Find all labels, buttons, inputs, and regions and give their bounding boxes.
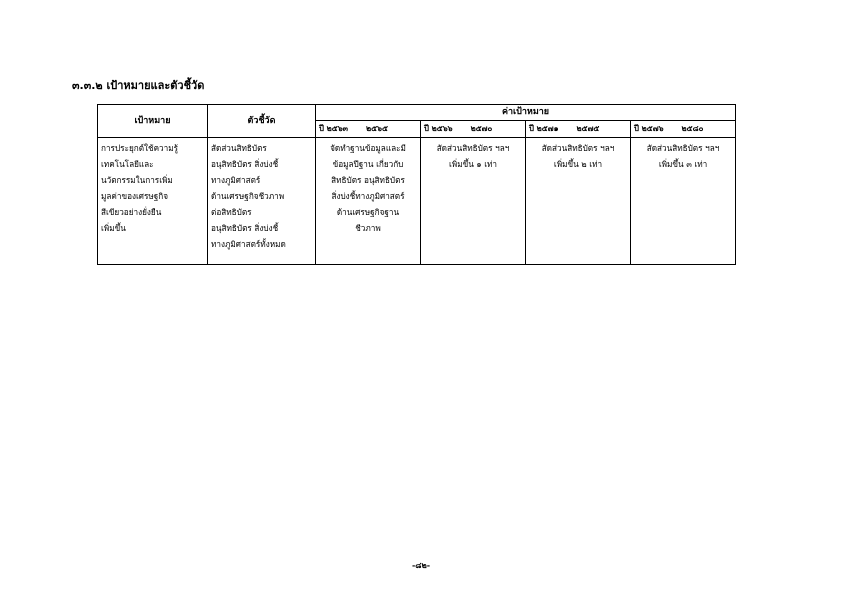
- indicator-line: สัดส่วนสิทธิบัตร: [211, 143, 267, 153]
- indicator-line: ต่อสิทธิบัตร: [211, 207, 252, 217]
- target-cell-period-3: [526, 138, 631, 265]
- target-line: สัดส่วนสิทธิบัตร ฯลฯ: [541, 143, 615, 153]
- target-line: สัดส่วนสิทธิบัตร ฯลฯ: [646, 143, 720, 153]
- header-goal: เป้าหมาย: [98, 105, 208, 138]
- target-line: เพิ่มขึ้น ๑ เท่า: [449, 159, 497, 169]
- indicator-line: อนุสิทธิบัตร สิ่งบ่งชี้: [211, 159, 279, 169]
- goal-line: เพิ่มขึ้น: [101, 223, 126, 233]
- header-period-2: [421, 121, 526, 138]
- indicator-cell: [208, 138, 316, 265]
- goals-indicators-table: [97, 104, 736, 265]
- goal-line: มูลค่าของเศรษฐกิจ: [101, 191, 169, 201]
- indicator-line: ทางภูมิศาสตร์: [211, 175, 261, 185]
- header-period-1: [316, 121, 421, 138]
- target-line: จัดทำฐานข้อมูลและมี: [330, 143, 406, 153]
- page-number: -๘๒-: [411, 561, 431, 570]
- target-line: สัดส่วนสิทธิบัตร ฯลฯ: [436, 143, 510, 153]
- target-line: สิทธิบัตร อนุสิทธิบัตร: [331, 175, 405, 185]
- goal-cell: [98, 138, 208, 265]
- target-line: เพิ่มขึ้น ๓ เท่า: [658, 159, 708, 169]
- header-target-values: ค่าเป้าหมาย: [316, 105, 736, 121]
- period-start: ปี ๒๕๗๖: [634, 124, 664, 133]
- target-cell-period-4: [631, 138, 736, 265]
- target-cell-period-1: [316, 138, 421, 265]
- period-start: ปี ๒๕๖๖: [424, 124, 453, 133]
- indicator-line: ทางภูมิศาสตร์ทั้งหมด: [211, 239, 286, 249]
- period-end: ๒๕๘๐: [681, 124, 704, 133]
- header-period-3: [526, 121, 631, 138]
- section-heading: ๓.๓.๒ เป้าหมายและตัวชี้วัด: [72, 79, 205, 92]
- table-row: [98, 138, 736, 265]
- target-line: ด้านเศรษฐกิจฐาน: [336, 207, 400, 217]
- goal-line: สีเขียวอย่างยั่งยืน: [101, 207, 162, 217]
- target-cell-period-2: [421, 138, 526, 265]
- target-line: ข้อมูลปีฐาน เกี่ยวกับ: [332, 159, 404, 169]
- goal-line: การประยุกต์ใช้ความรู้: [101, 143, 179, 153]
- period-start: ปี ๒๕๗๑: [529, 124, 559, 133]
- period-end: ๒๕๗๕: [576, 124, 600, 133]
- header-period-4: [631, 121, 736, 138]
- header-indicator: ตัวชี้วัด: [208, 105, 316, 138]
- period-end: ๒๕๗๐: [470, 124, 493, 133]
- indicator-line: อนุสิทธิบัตร สิ่งบ่งชี้: [211, 223, 279, 233]
- period-start: ปี ๒๕๖๓: [319, 124, 348, 133]
- indicator-line: ด้านเศรษฐกิจชีวภาพ: [211, 191, 285, 201]
- target-line: สิ่งบ่งชี้ทางภูมิศาสตร์: [331, 191, 405, 201]
- table-header-row: [98, 105, 736, 121]
- period-end: ๒๕๖๕: [365, 124, 388, 133]
- target-line: ชีวภาพ: [355, 223, 381, 233]
- goal-line: นวัตกรรมในการเพิ่ม: [101, 175, 173, 185]
- target-line: เพิ่มขึ้น ๒ เท่า: [553, 159, 603, 169]
- goal-line: เทคโนโลยีและ: [101, 159, 154, 169]
